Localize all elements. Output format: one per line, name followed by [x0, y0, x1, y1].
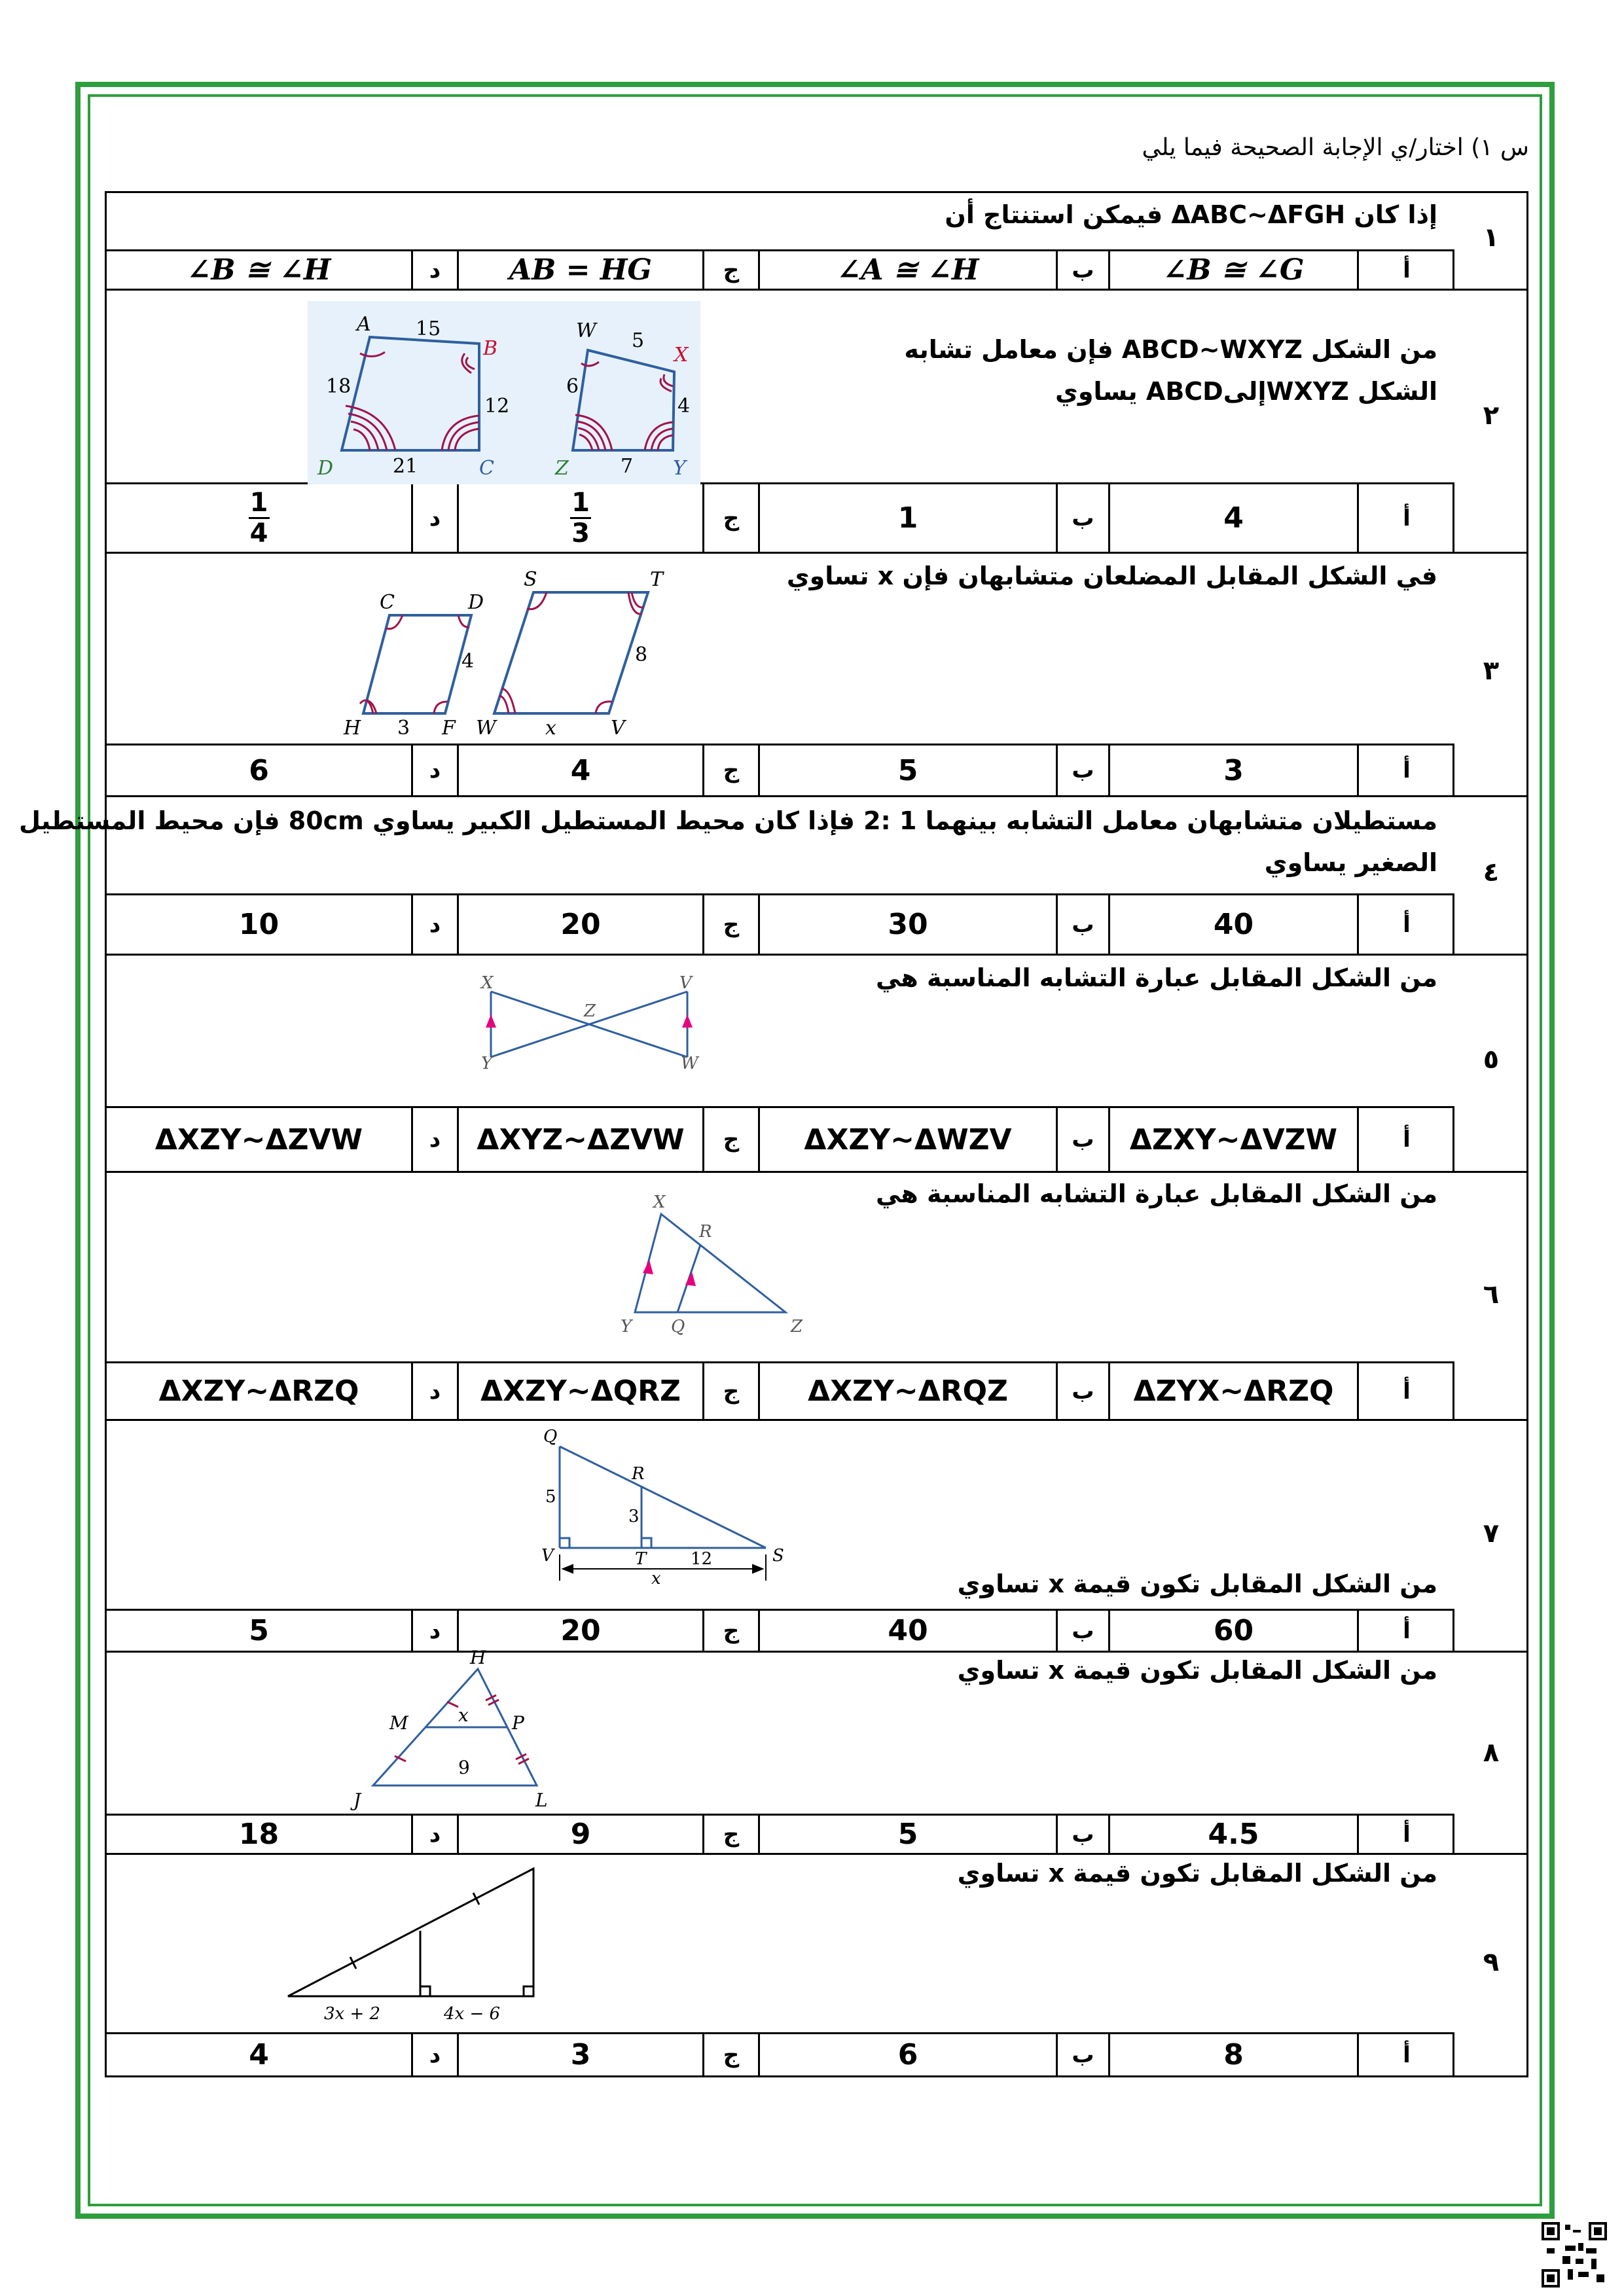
label-v: V	[611, 717, 625, 740]
option-a-letter: أ	[1357, 1363, 1454, 1419]
label-side-hf: 3	[397, 717, 410, 740]
option-c[interactable]: 9	[457, 1816, 702, 1853]
option-b-letter: ب	[1056, 251, 1108, 289]
label-mp: x	[458, 1704, 469, 1726]
option-b-letter: ب	[1056, 1611, 1108, 1651]
option-c-letter: ج	[702, 1363, 758, 1419]
label-x: X	[653, 1193, 666, 1212]
label-bc: 12	[484, 395, 510, 418]
option-d-letter: د	[411, 251, 457, 289]
option-c[interactable]: AB = HG	[457, 251, 702, 289]
option-d[interactable]: ΔXZY~ΔZVW	[154, 1122, 363, 1157]
label-vs: x	[651, 1569, 661, 1588]
label-w: W	[576, 319, 596, 342]
option-b[interactable]: 5	[758, 745, 1056, 795]
option-d-letter: د	[411, 1108, 457, 1171]
label-z: Z	[791, 1317, 803, 1336]
question-3-text: في الشكل المقابل المضلعان متشابهان فإن x تساوي	[786, 562, 1437, 590]
option-b-letter: ب	[1056, 895, 1108, 954]
question-2-text-line2: الشكل WXYZإلىABCD يساوي	[1055, 377, 1437, 406]
option-b[interactable]: 30	[758, 895, 1056, 954]
option-c[interactable]: ΔXYZ~ΔZVW	[457, 1108, 702, 1171]
page-heading: س ١) اختار/ي الإجابة الصحيحة فيما يلي	[1142, 134, 1529, 161]
label-f: F	[442, 717, 456, 740]
option-c-letter: ج	[702, 251, 758, 289]
label-r: R	[699, 1222, 712, 1242]
answer-row	[105, 1814, 1454, 1855]
figure-q5-bowtie	[471, 972, 720, 1073]
question-number: ٣	[1483, 656, 1500, 686]
label-c: C	[380, 591, 395, 614]
option-d-letter: د	[411, 1816, 457, 1853]
question-4-text-line1: مستطيلان متشابهان معامل التشابه بينهما 1 :2 فإذا كان محيط المستطيل الكبير يساوي 80cm فإن محيط المستطيل	[18, 806, 1437, 835]
label-qv: 5	[545, 1487, 556, 1507]
option-d[interactable]	[107, 484, 411, 552]
label-rt: 3	[628, 1507, 640, 1526]
option-d[interactable]: ΔXZY~ΔRZQ	[158, 1374, 359, 1408]
option-b[interactable]: ∠A ≅ ∠H	[758, 251, 1056, 289]
label-v: V	[541, 1546, 554, 1566]
label-q: Q	[671, 1317, 685, 1336]
option-b-letter: ب	[1056, 1108, 1108, 1171]
option-c[interactable]: 4	[457, 745, 702, 795]
parallelogram-cdfh	[363, 615, 471, 713]
label-zy: 7	[621, 455, 634, 478]
measure-arrow	[560, 1554, 766, 1581]
option-d-letter: د	[411, 745, 457, 795]
option-b[interactable]: 40	[758, 1611, 1056, 1651]
option-d-letter: د	[411, 895, 457, 954]
option-c[interactable]: 3	[457, 2034, 702, 2075]
option-c[interactable]: 20	[457, 1611, 702, 1651]
option-c-letter: ج	[702, 1611, 758, 1651]
segment-qs	[560, 1446, 766, 1548]
option-b-letter: ب	[1056, 745, 1108, 795]
label-y: Y	[673, 457, 686, 480]
answer-row	[105, 744, 1454, 797]
question-9-text: من الشكل المقابل تكون قيمة x تساوي	[957, 1859, 1437, 1888]
option-b[interactable]: 5	[758, 1816, 1056, 1853]
question-number: ٨	[1483, 1738, 1500, 1768]
label-side-tv: 8	[635, 643, 648, 666]
label-a: A	[357, 313, 371, 336]
option-b-letter: ب	[1056, 484, 1108, 552]
question-number: ٧	[1483, 1518, 1500, 1549]
figure-q9-triangle	[275, 1859, 550, 2022]
qr-code-icon	[1542, 2222, 1607, 2287]
label-v: V	[679, 973, 692, 993]
label-dc: 21	[393, 455, 418, 478]
option-a-letter: أ	[1357, 745, 1454, 795]
figure-q2-quadrilaterals	[308, 301, 700, 484]
label-q: Q	[543, 1427, 558, 1446]
label-z: Z	[584, 1001, 596, 1021]
fraction: $\frac{1}{3}$	[570, 488, 591, 548]
option-b[interactable]: ΔXZY~ΔRQZ	[758, 1363, 1056, 1419]
option-d-letter: د	[411, 1363, 457, 1419]
label-side-df: 4	[461, 650, 475, 673]
option-a-letter: أ	[1357, 2034, 1454, 2075]
option-b-letter: ب	[1056, 1816, 1108, 1853]
answer-row	[105, 1361, 1454, 1421]
option-a-letter: أ	[1357, 1611, 1454, 1651]
label-j: J	[353, 1789, 361, 1811]
parallelogram-stvw	[494, 592, 648, 713]
option-c[interactable]: 20	[457, 895, 702, 954]
option-d[interactable]: 4	[249, 2038, 269, 2072]
label-ab: 15	[416, 317, 441, 340]
label-right-segment: 4x − 6	[444, 2004, 501, 2024]
question-1-text: إذا كان ΔABC~ΔFGH فيمكن استنتاج أن	[945, 200, 1437, 229]
option-a[interactable]: ΔZXY~ΔVZW	[1108, 1108, 1357, 1171]
figure-q7-right-triangles	[533, 1424, 808, 1587]
label-y: Y	[481, 1054, 493, 1073]
option-a-letter: أ	[1357, 251, 1454, 289]
option-a-letter: أ	[1357, 1108, 1454, 1171]
option-d-letter: د	[411, 484, 457, 552]
answer-row	[105, 1609, 1454, 1653]
label-p: P	[512, 1712, 524, 1734]
label-c: C	[479, 457, 494, 480]
fraction: $\frac{1}{4}$	[249, 488, 270, 548]
option-b[interactable]: 1	[758, 484, 1056, 552]
right-angle-end	[524, 1986, 533, 1996]
answer-row	[105, 249, 1454, 291]
option-c-letter: ج	[702, 2034, 758, 2075]
label-x: X	[481, 973, 494, 993]
option-c-letter: ج	[702, 1108, 758, 1171]
option-a[interactable]: 60	[1108, 1611, 1357, 1651]
label-wx: 5	[632, 329, 645, 352]
option-a[interactable]: 8	[1108, 2034, 1357, 2075]
figure-q8-midsegment	[340, 1649, 576, 1813]
label-t: T	[650, 568, 664, 591]
label-xy: 4	[677, 395, 691, 418]
option-b-letter: ب	[1056, 2034, 1108, 2075]
option-c-letter: ج	[702, 745, 758, 795]
option-c-letter: ج	[702, 484, 758, 552]
figure-q6-triangle	[609, 1188, 818, 1338]
right-angle-v	[560, 1538, 569, 1548]
option-a-letter: أ	[1357, 484, 1454, 552]
option-c[interactable]	[457, 484, 702, 552]
label-s: S	[772, 1546, 784, 1566]
option-a[interactable]: 3	[1108, 745, 1357, 795]
option-a[interactable]: 40	[1108, 895, 1357, 954]
option-d[interactable]: ∠B ≅ ∠H	[187, 253, 331, 287]
label-m: M	[389, 1712, 408, 1734]
option-b[interactable]: 6	[758, 2034, 1056, 2075]
option-b[interactable]: ΔXZY~ΔWZV	[758, 1108, 1056, 1171]
label-jl: 9	[458, 1757, 470, 1778]
label-left-segment: 3x + 2	[324, 2004, 381, 2024]
option-d[interactable]: 10	[238, 908, 280, 941]
label-w: W	[681, 1054, 698, 1073]
label-h: H	[344, 717, 361, 740]
label-ts: 12	[691, 1549, 713, 1569]
question-number: ٤	[1483, 857, 1500, 888]
right-angle-mid	[420, 1986, 430, 1996]
label-h: H	[470, 1647, 486, 1668]
label-wz: 6	[566, 375, 579, 398]
option-d-letter: د	[411, 2034, 457, 2075]
question-number: ٢	[1483, 401, 1500, 431]
option-a[interactable]: ΔZYX~ΔRZQ	[1108, 1363, 1357, 1419]
label-b: B	[483, 337, 498, 360]
option-b-letter: ب	[1056, 1363, 1108, 1419]
question-number: ٥	[1483, 1045, 1500, 1075]
label-t: T	[635, 1549, 647, 1569]
label-d: D	[317, 457, 334, 480]
label-s: S	[524, 568, 537, 591]
parallel-arrows	[643, 1260, 696, 1286]
big-triangle	[288, 1869, 533, 1996]
option-c-letter: ج	[702, 895, 758, 954]
question-6-text: من الشكل المقابل عبارة التشابه المناسبة هي	[875, 1179, 1437, 1208]
label-z: Z	[555, 457, 569, 480]
question-number: ١	[1483, 223, 1500, 253]
question-8-text: من الشكل المقابل تكون قيمة x تساوي	[957, 1656, 1437, 1685]
question-5-text: من الشكل المقابل عبارة التشابه المناسبة هي	[875, 963, 1437, 992]
question-2-text-line1: من الشكل ABCD~WXYZ فإن معامل تشابه	[904, 335, 1437, 364]
label-d: D	[468, 591, 484, 614]
label-y: Y	[621, 1317, 632, 1336]
option-a-letter: أ	[1357, 895, 1454, 954]
question-4-text-line2: الصغير يساوي	[1264, 848, 1437, 877]
answer-row	[105, 2032, 1454, 2077]
label-ad: 18	[326, 375, 352, 398]
option-a-letter: أ	[1357, 1816, 1454, 1853]
right-angle-t	[641, 1538, 651, 1548]
option-a[interactable]: 4	[1108, 484, 1357, 552]
question-7-text: من الشكل المقابل تكون قيمة x تساوي	[957, 1570, 1437, 1598]
option-d[interactable]: 5	[249, 1614, 269, 1647]
label-w: W	[476, 717, 496, 740]
option-d[interactable]: 18	[238, 1818, 280, 1851]
option-d[interactable]: 6	[249, 753, 269, 787]
question-number: ٦	[1483, 1280, 1500, 1310]
option-a[interactable]: ∠B ≅ ∠G	[1108, 251, 1357, 289]
option-c-letter: ج	[702, 1816, 758, 1853]
label-l: L	[535, 1789, 548, 1811]
answer-row	[105, 893, 1454, 956]
option-a[interactable]: 4.5	[1108, 1816, 1357, 1853]
option-c[interactable]: ΔXZY~ΔQRZ	[457, 1363, 702, 1419]
option-d-letter: د	[411, 1611, 457, 1651]
answer-row	[105, 1106, 1454, 1173]
label-x: X	[674, 344, 689, 367]
angle-marks	[360, 592, 643, 713]
label-side-wv: x	[545, 717, 556, 740]
question-number: ٩	[1483, 1947, 1500, 1977]
label-r: R	[632, 1464, 645, 1484]
answer-row	[105, 482, 1454, 554]
figure-q3-parallelograms	[337, 563, 704, 740]
